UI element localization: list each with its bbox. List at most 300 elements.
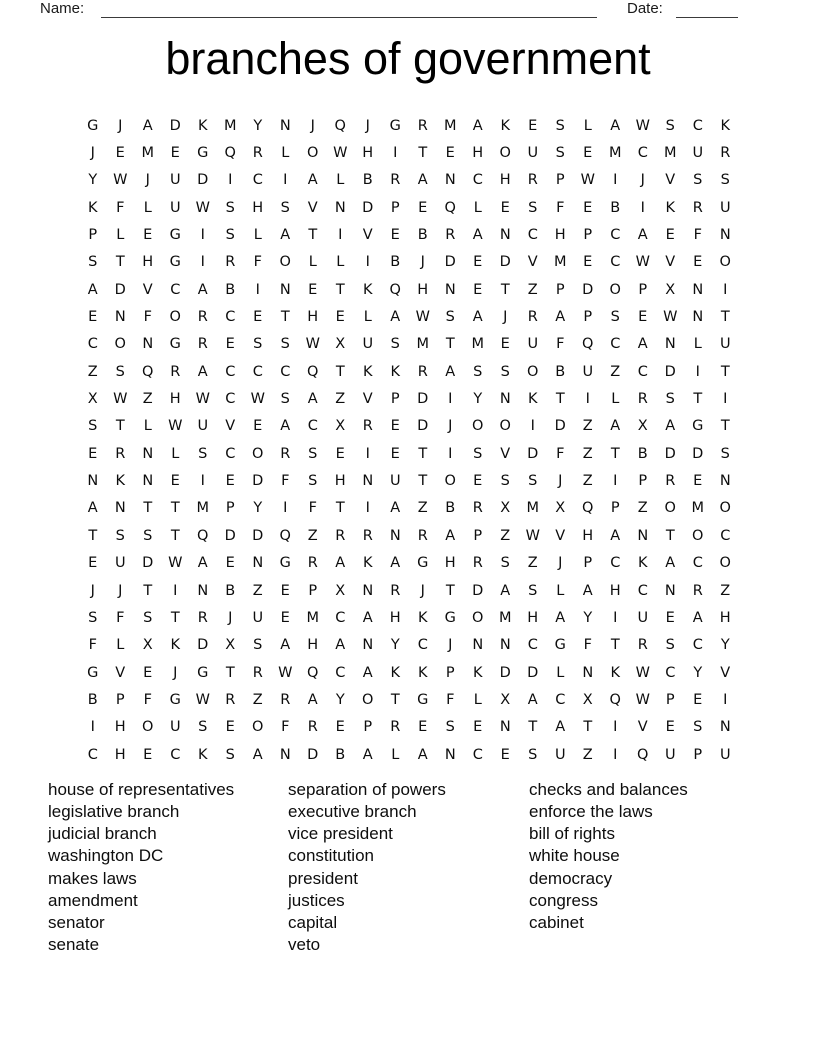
grid-row — [79, 632, 739, 659]
grid-letter: I — [613, 609, 618, 626]
grid-letter: E — [225, 555, 235, 572]
grid-letter: A — [527, 691, 538, 708]
grid-letter: D — [664, 445, 676, 462]
grid-letter: U — [169, 199, 181, 216]
grid-letter: V — [225, 418, 236, 435]
grid-letter: W — [113, 391, 128, 408]
grid-letter: S — [88, 254, 98, 271]
grid-letter: Y — [253, 117, 263, 134]
grid-letter: R — [665, 473, 676, 490]
grid-letter: Z — [582, 746, 593, 763]
grid-letter: C — [307, 418, 318, 435]
grid-letter: K — [115, 473, 125, 490]
grid-letter: R — [692, 199, 703, 216]
grid-letter: U — [114, 555, 126, 572]
grid-letter: J — [118, 582, 123, 599]
grid-letter: D — [197, 172, 209, 189]
grid-letter: S — [528, 746, 538, 763]
grid-letter: U — [719, 336, 731, 353]
grid-letter: Y — [253, 500, 263, 517]
grid-letter: O — [692, 527, 704, 544]
grid-letter: S — [143, 527, 153, 544]
grid-letter: S — [115, 363, 125, 380]
grid-letter: A — [445, 527, 456, 544]
grid-letter: Q — [224, 145, 236, 162]
grid-letter: H — [417, 281, 429, 298]
grid-letter: Q — [307, 664, 319, 681]
grid-letter: K — [610, 664, 620, 681]
grid-letter: O — [719, 555, 731, 572]
grid-letter: R — [197, 336, 208, 353]
grid-letter: E — [445, 145, 455, 162]
grid-letter: N — [719, 227, 731, 244]
grid-letter: E — [88, 555, 98, 572]
grid-letter: J — [640, 172, 645, 189]
grid-letter: T — [88, 527, 98, 544]
grid-letter: W — [635, 117, 650, 134]
grid-letter: J — [118, 117, 123, 134]
grid-letter: E — [638, 309, 648, 326]
grid-row — [79, 686, 739, 713]
grid-letter: N — [444, 281, 456, 298]
grid-letter: E — [583, 145, 593, 162]
word-list-column — [48, 779, 288, 956]
grid-letter: S — [528, 199, 538, 216]
grid-letter: I — [338, 227, 343, 244]
grid-letter: N — [692, 309, 704, 326]
grid-letter: E — [473, 281, 483, 298]
grid-letter: E — [665, 719, 675, 736]
grid-letter: L — [281, 145, 290, 162]
grid-letter: D — [169, 117, 181, 134]
grid-letter: A — [472, 117, 483, 134]
word-list-item: congress — [529, 890, 598, 910]
word-list-item: constitution — [288, 846, 374, 866]
grid-letter: V — [362, 391, 373, 408]
grid-letter: T — [500, 281, 510, 298]
grid-letter: N — [472, 637, 484, 654]
grid-row — [79, 440, 739, 467]
grid-letter: N — [87, 473, 99, 490]
grid-letter: W — [250, 391, 265, 408]
grid-letter: D — [444, 254, 456, 271]
grid-letter: T — [335, 281, 345, 298]
grid-letter: R — [252, 664, 263, 681]
grid-letter: G — [87, 664, 99, 681]
grid-letter: R — [170, 363, 181, 380]
grid-letter: Y — [390, 637, 400, 654]
grid-letter: I — [613, 719, 618, 736]
grid-letter: F — [281, 473, 290, 490]
grid-letter: S — [500, 363, 510, 380]
grid-letter: J — [90, 582, 95, 599]
grid-letter: N — [582, 664, 594, 681]
grid-letter: I — [365, 445, 370, 462]
grid-letter: R — [335, 527, 346, 544]
grid-letter: O — [719, 254, 731, 271]
grid-letter: A — [362, 664, 373, 681]
grid-letter: H — [719, 609, 731, 626]
grid-letter: S — [528, 473, 538, 490]
grid-letter: A — [555, 609, 566, 626]
grid-letter: S — [720, 172, 730, 189]
grid-letter: E — [280, 609, 290, 626]
grid-letter: S — [445, 719, 455, 736]
grid-letter: N — [499, 719, 511, 736]
grid-letter: S — [500, 555, 510, 572]
grid-letter: Q — [279, 527, 291, 544]
grid-letter: A — [87, 281, 98, 298]
grid-letter: A — [472, 309, 483, 326]
grid-letter: G — [554, 637, 566, 654]
grid-letter: R — [637, 391, 648, 408]
grid-letter: L — [391, 746, 400, 763]
grid-letter: I — [723, 391, 728, 408]
grid-letter: S — [88, 609, 98, 626]
grid-letter: V — [142, 281, 153, 298]
grid-letter: W — [195, 199, 210, 216]
grid-letter: B — [225, 582, 236, 599]
grid-letter: K — [390, 664, 400, 681]
grid-letter: W — [113, 172, 128, 189]
grid-letter: E — [500, 336, 510, 353]
grid-letter: J — [365, 117, 370, 134]
grid-letter: R — [527, 172, 538, 189]
grid-row — [79, 276, 739, 303]
grid-letter: D — [197, 637, 209, 654]
grid-letter: J — [558, 555, 563, 572]
word-list-item: legislative branch — [48, 802, 180, 822]
grid-letter: N — [142, 336, 154, 353]
grid-letter: U — [554, 746, 566, 763]
grid-letter: W — [168, 418, 183, 435]
word-list-item: vice president — [288, 824, 393, 844]
grid-letter: O — [169, 309, 181, 326]
grid-row — [79, 303, 739, 330]
grid-letter: D — [527, 445, 539, 462]
grid-letter: O — [362, 691, 374, 708]
word-list-item: amendment — [48, 890, 138, 910]
grid-letter: F — [556, 445, 565, 462]
grid-letter: I — [640, 199, 645, 216]
grid-letter: B — [445, 500, 456, 517]
date-blank-line — [676, 2, 738, 18]
grid-letter: I — [90, 719, 95, 736]
grid-letter: P — [225, 500, 235, 517]
grid-letter: N — [279, 117, 291, 134]
grid-letter: J — [145, 172, 150, 189]
grid-letter: F — [556, 336, 565, 353]
grid-letter: E — [473, 719, 483, 736]
grid-letter: N — [444, 172, 456, 189]
grid-letter: S — [610, 309, 620, 326]
grid-letter: A — [582, 582, 593, 599]
grid-letter: A — [610, 117, 621, 134]
grid-letter: L — [253, 227, 262, 244]
grid-letter: L — [556, 664, 565, 681]
grid-letter: K — [87, 199, 98, 216]
grid-letter: X — [335, 418, 346, 435]
word-list-item: makes laws — [48, 868, 137, 888]
grid-letter: O — [252, 719, 264, 736]
grid-letter: H — [169, 391, 181, 408]
name-blank-line — [101, 2, 597, 18]
grid-letter: E — [418, 199, 428, 216]
grid-letter: H — [582, 527, 594, 544]
grid-letter: R — [280, 445, 291, 462]
grid-letter: U — [197, 418, 209, 435]
grid-letter: S — [308, 445, 318, 462]
grid-letter: A — [665, 418, 676, 435]
grid-letter: K — [417, 609, 428, 626]
grid-letter: W — [195, 691, 210, 708]
grid-letter: G — [169, 691, 181, 708]
grid-letter: Y — [693, 664, 703, 681]
grid-letter: N — [362, 637, 374, 654]
grid-letter: G — [197, 145, 209, 162]
grid-letter: A — [610, 418, 621, 435]
grid-letter: R — [417, 363, 428, 380]
grid-letter: M — [196, 500, 209, 517]
grid-letter: K — [417, 664, 428, 681]
grid-letter: L — [611, 391, 620, 408]
grid-letter: R — [472, 500, 483, 517]
grid-letter: P — [610, 500, 620, 517]
grid-letter: C — [692, 555, 703, 572]
grid-letter: R — [197, 609, 208, 626]
grid-letter: D — [252, 473, 264, 490]
grid-letter: I — [695, 363, 700, 380]
grid-letter: M — [471, 336, 484, 353]
grid-letter: T — [170, 609, 180, 626]
grid-letter: E — [583, 199, 593, 216]
grid-letter: T — [555, 391, 565, 408]
grid-letter: S — [665, 637, 675, 654]
grid-letter: K — [197, 746, 208, 763]
grid-letter: C — [335, 664, 346, 681]
grid-letter: X — [87, 391, 98, 408]
grid-letter: C — [225, 309, 236, 326]
grid-letter: I — [200, 227, 205, 244]
grid-letter: C — [527, 227, 538, 244]
grid-letter: C — [280, 363, 291, 380]
grid-letter: E — [170, 145, 180, 162]
grid-letter: A — [472, 227, 483, 244]
grid-letter: R — [197, 309, 208, 326]
grid-letter: C — [252, 363, 263, 380]
grid-letter: Q — [389, 281, 401, 298]
grid-letter: I — [723, 281, 728, 298]
grid-letter: Y — [88, 172, 98, 189]
grid-letter: D — [554, 418, 566, 435]
grid-letter: Q — [637, 746, 649, 763]
grid-letter: S — [390, 336, 400, 353]
grid-letter: I — [448, 391, 453, 408]
grid-letter: E — [665, 227, 675, 244]
grid-letter: L — [473, 691, 482, 708]
grid-letter: N — [637, 527, 649, 544]
grid-letter: F — [116, 609, 125, 626]
grid-letter: C — [637, 145, 648, 162]
grid-letter: E — [253, 309, 263, 326]
grid-letter: W — [525, 527, 540, 544]
grid-letter: Y — [335, 691, 345, 708]
grid-letter: P — [88, 227, 98, 244]
grid-letter: T — [720, 363, 730, 380]
grid-letter: O — [114, 336, 126, 353]
grid-letter: R — [225, 691, 236, 708]
grid-letter: A — [500, 582, 511, 599]
grid-letter: L — [308, 254, 317, 271]
grid-letter: I — [200, 473, 205, 490]
grid-letter: E — [500, 199, 510, 216]
grid-letter: I — [200, 254, 205, 271]
grid-letter: P — [638, 281, 648, 298]
grid-letter: W — [195, 391, 210, 408]
grid-letter: S — [88, 418, 98, 435]
grid-letter: S — [198, 445, 208, 462]
grid-letter: J — [173, 664, 178, 681]
grid-letter: Z — [307, 527, 318, 544]
grid-letter: S — [115, 527, 125, 544]
grid-letter: E — [418, 719, 428, 736]
grid-row — [79, 741, 739, 768]
grid-letter: S — [308, 473, 318, 490]
grid-letter: E — [390, 445, 400, 462]
grid-letter: U — [719, 199, 731, 216]
grid-letter: M — [223, 117, 237, 134]
grid-letter: K — [362, 363, 373, 380]
grid-letter: A — [280, 227, 291, 244]
grid-letter: U — [389, 473, 401, 490]
grid-letter: A — [197, 363, 208, 380]
grid-letter: L — [171, 445, 180, 462]
grid-letter: R — [637, 637, 648, 654]
grid-letter: U — [252, 609, 264, 626]
grid-letter: F — [693, 227, 702, 244]
grid-letter: E — [335, 309, 345, 326]
grid-letter: N — [692, 281, 704, 298]
grid-letter: I — [723, 691, 728, 708]
grid-letter: A — [665, 555, 676, 572]
grid-letter: W — [580, 172, 595, 189]
grid-letter: J — [558, 473, 563, 490]
grid-letter: C — [87, 746, 98, 763]
grid-letter: A — [417, 172, 428, 189]
grid-letter: Q — [307, 363, 319, 380]
grid-letter: C — [417, 637, 428, 654]
grid-letter: G — [692, 418, 704, 435]
grid-letter: R — [417, 527, 428, 544]
grid-letter: S — [280, 336, 290, 353]
grid-letter: E — [693, 473, 703, 490]
grid-letter: A — [362, 609, 373, 626]
grid-letter: S — [225, 746, 235, 763]
grid-letter: S — [500, 473, 510, 490]
grid-letter: E — [390, 418, 400, 435]
word-list-item: white house — [529, 846, 620, 866]
grid-letter: T — [170, 527, 180, 544]
word-search-grid — [79, 112, 739, 768]
grid-letter: K — [720, 117, 730, 134]
grid-letter: F — [308, 500, 317, 517]
grid-letter: N — [252, 555, 264, 572]
grid-row — [79, 604, 739, 631]
grid-letter: H — [499, 172, 511, 189]
grid-letter: X — [555, 500, 566, 517]
grid-letter: E — [583, 254, 593, 271]
grid-letter: O — [142, 719, 154, 736]
grid-letter: W — [635, 664, 650, 681]
grid-letter: A — [692, 609, 703, 626]
grid-letter: P — [363, 719, 373, 736]
grid-letter: W — [168, 555, 183, 572]
grid-letter: D — [472, 582, 484, 599]
grid-letter: S — [555, 145, 565, 162]
grid-letter: L — [336, 172, 345, 189]
grid-letter: O — [527, 363, 539, 380]
grid-letter: V — [527, 254, 538, 271]
grid-letter: C — [252, 172, 263, 189]
grid-letter: P — [583, 227, 593, 244]
grid-letter: J — [420, 254, 425, 271]
grid-letter: E — [280, 582, 290, 599]
grid-letter: K — [362, 555, 373, 572]
grid-letter: T — [280, 309, 290, 326]
grid-letter: G — [169, 336, 181, 353]
grid-letter: T — [115, 418, 125, 435]
grid-letter: I — [613, 473, 618, 490]
grid-row — [79, 467, 739, 494]
grid-letter: D — [417, 391, 429, 408]
grid-letter: V — [555, 527, 566, 544]
grid-letter: M — [526, 500, 539, 517]
grid-letter: R — [115, 445, 126, 462]
grid-letter: Q — [197, 527, 209, 544]
grid-letter: S — [693, 719, 703, 736]
grid-letter: K — [197, 117, 208, 134]
grid-letter: U — [169, 719, 181, 736]
grid-letter: I — [365, 254, 370, 271]
grid-row — [79, 167, 739, 194]
grid-letter: T — [610, 445, 620, 462]
grid-letter: N — [664, 336, 676, 353]
grid-letter: G — [444, 609, 456, 626]
page-title: branches of government — [165, 33, 651, 84]
grid-letter: N — [499, 391, 511, 408]
grid-letter: E — [473, 473, 483, 490]
grid-letter: S — [280, 391, 290, 408]
grid-letter: U — [664, 746, 676, 763]
grid-letter: F — [253, 254, 262, 271]
name-label: Name: — [40, 0, 85, 17]
grid-letter: R — [307, 719, 318, 736]
grid-letter: S — [253, 637, 263, 654]
grid-letter: Z — [252, 691, 263, 708]
grid-letter: P — [693, 746, 703, 763]
grid-letter: P — [115, 691, 125, 708]
grid-letter: I — [585, 391, 590, 408]
grid-letter: A — [390, 500, 401, 517]
grid-letter: T — [335, 363, 345, 380]
grid-letter: O — [444, 473, 456, 490]
grid-letter: P — [555, 172, 565, 189]
grid-letter: X — [335, 582, 346, 599]
grid-letter: Z — [142, 391, 153, 408]
grid-letter: E — [143, 664, 153, 681]
grid-letter: B — [417, 227, 428, 244]
grid-letter: S — [225, 227, 235, 244]
